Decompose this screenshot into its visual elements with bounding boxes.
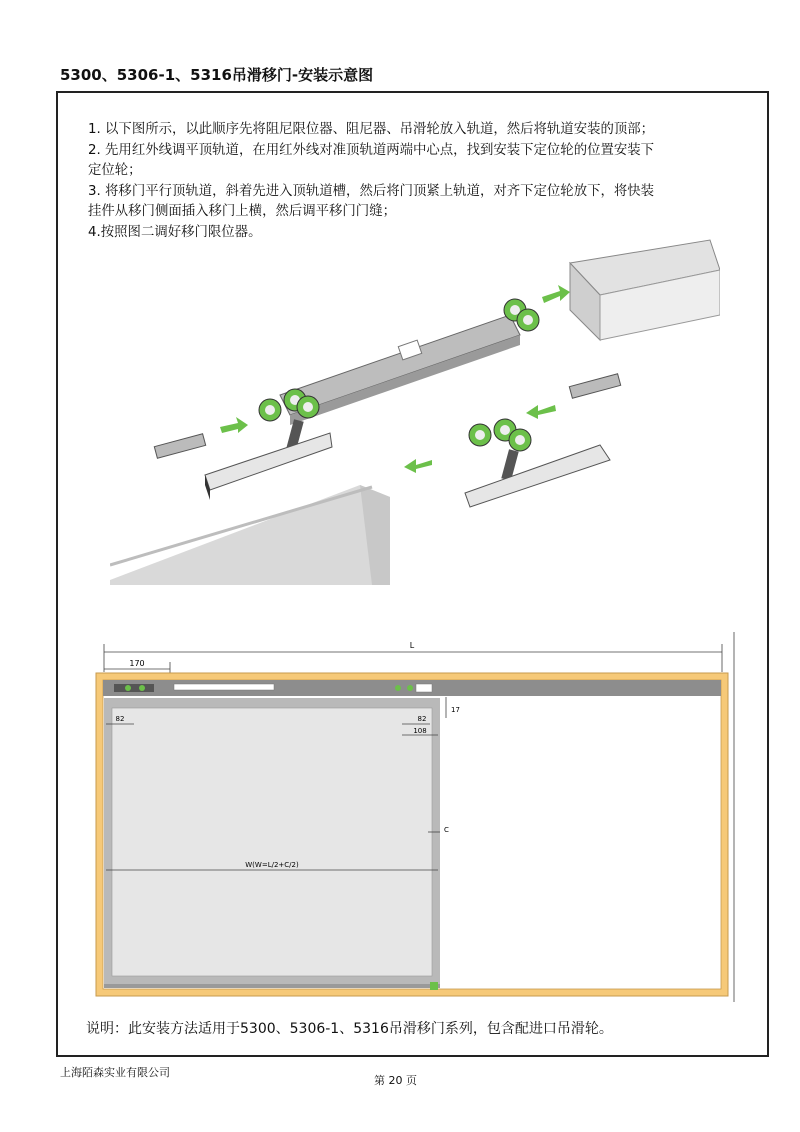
footer-company: 上海陌森实业有限公司 — [60, 1066, 170, 1079]
arrow-icon — [220, 417, 248, 433]
installation-steps — [88, 120, 738, 243]
dim-label-W: W(W=L/2+C/2) — [245, 861, 299, 869]
arrow-icon — [542, 285, 570, 303]
wheel-group-lower-right — [469, 419, 531, 451]
elevation-drawing — [94, 632, 740, 1002]
dimension-L — [104, 641, 722, 672]
dim-label-82-right: 82 — [417, 715, 427, 723]
stopper-right — [569, 374, 620, 399]
bottom-guide-wheel — [430, 982, 438, 990]
door-panel — [112, 708, 432, 976]
arrow-icon — [404, 459, 432, 473]
door-top-profile — [110, 485, 390, 585]
stopper-left — [154, 434, 205, 459]
dim-label-C: C — [444, 826, 449, 834]
step-line: 2. 先用红外线调平顶轨道，在用红外线对准顶轨道两端中心点，找到安装下定位轮的位置安装下 — [88, 142, 655, 158]
step-line: 定位轮； — [88, 163, 142, 178]
bottom-guide — [104, 984, 440, 988]
damper-bracket-left — [205, 433, 332, 500]
step-line: 3. 将移门平行顶轨道，斜着先进入顶轨道槽，然后将门顶紧上轨道，对齐下定位轮放下，将快装 — [88, 183, 655, 199]
step-line: 4.按照图二调好移门限位器。 — [88, 224, 262, 240]
dim-label-L: L — [409, 641, 415, 650]
dim-label-17: 17 — [451, 706, 460, 714]
page-title: 5300、5306-1、5316吊滑移门-安装示意图 — [60, 66, 374, 84]
installation-note: 说明：此安装方法适用于5300、5306-1、5316吊滑移门系列，包含配进口吊滑轮。 — [86, 1021, 613, 1037]
dim-label-108: 108 — [413, 727, 427, 735]
damper-bracket-right — [465, 445, 610, 507]
step-line: 挂件从移门侧面插入移门上横，然后调平移门门缝； — [88, 204, 396, 219]
footer-page-number: 第 20 页 — [374, 1074, 417, 1087]
dim-label-82-left: 82 — [115, 715, 125, 723]
dim-label-170: 170 — [129, 659, 145, 668]
arrow-icon — [526, 405, 556, 419]
top-rail — [570, 240, 720, 340]
assembly-illustration — [110, 235, 720, 595]
step-line: 1. 以下图所示，以此顺序先将阻尼限位器、阻尼器、吊滑轮放入轨道，然后将轨道安装的顶部； — [88, 122, 655, 137]
